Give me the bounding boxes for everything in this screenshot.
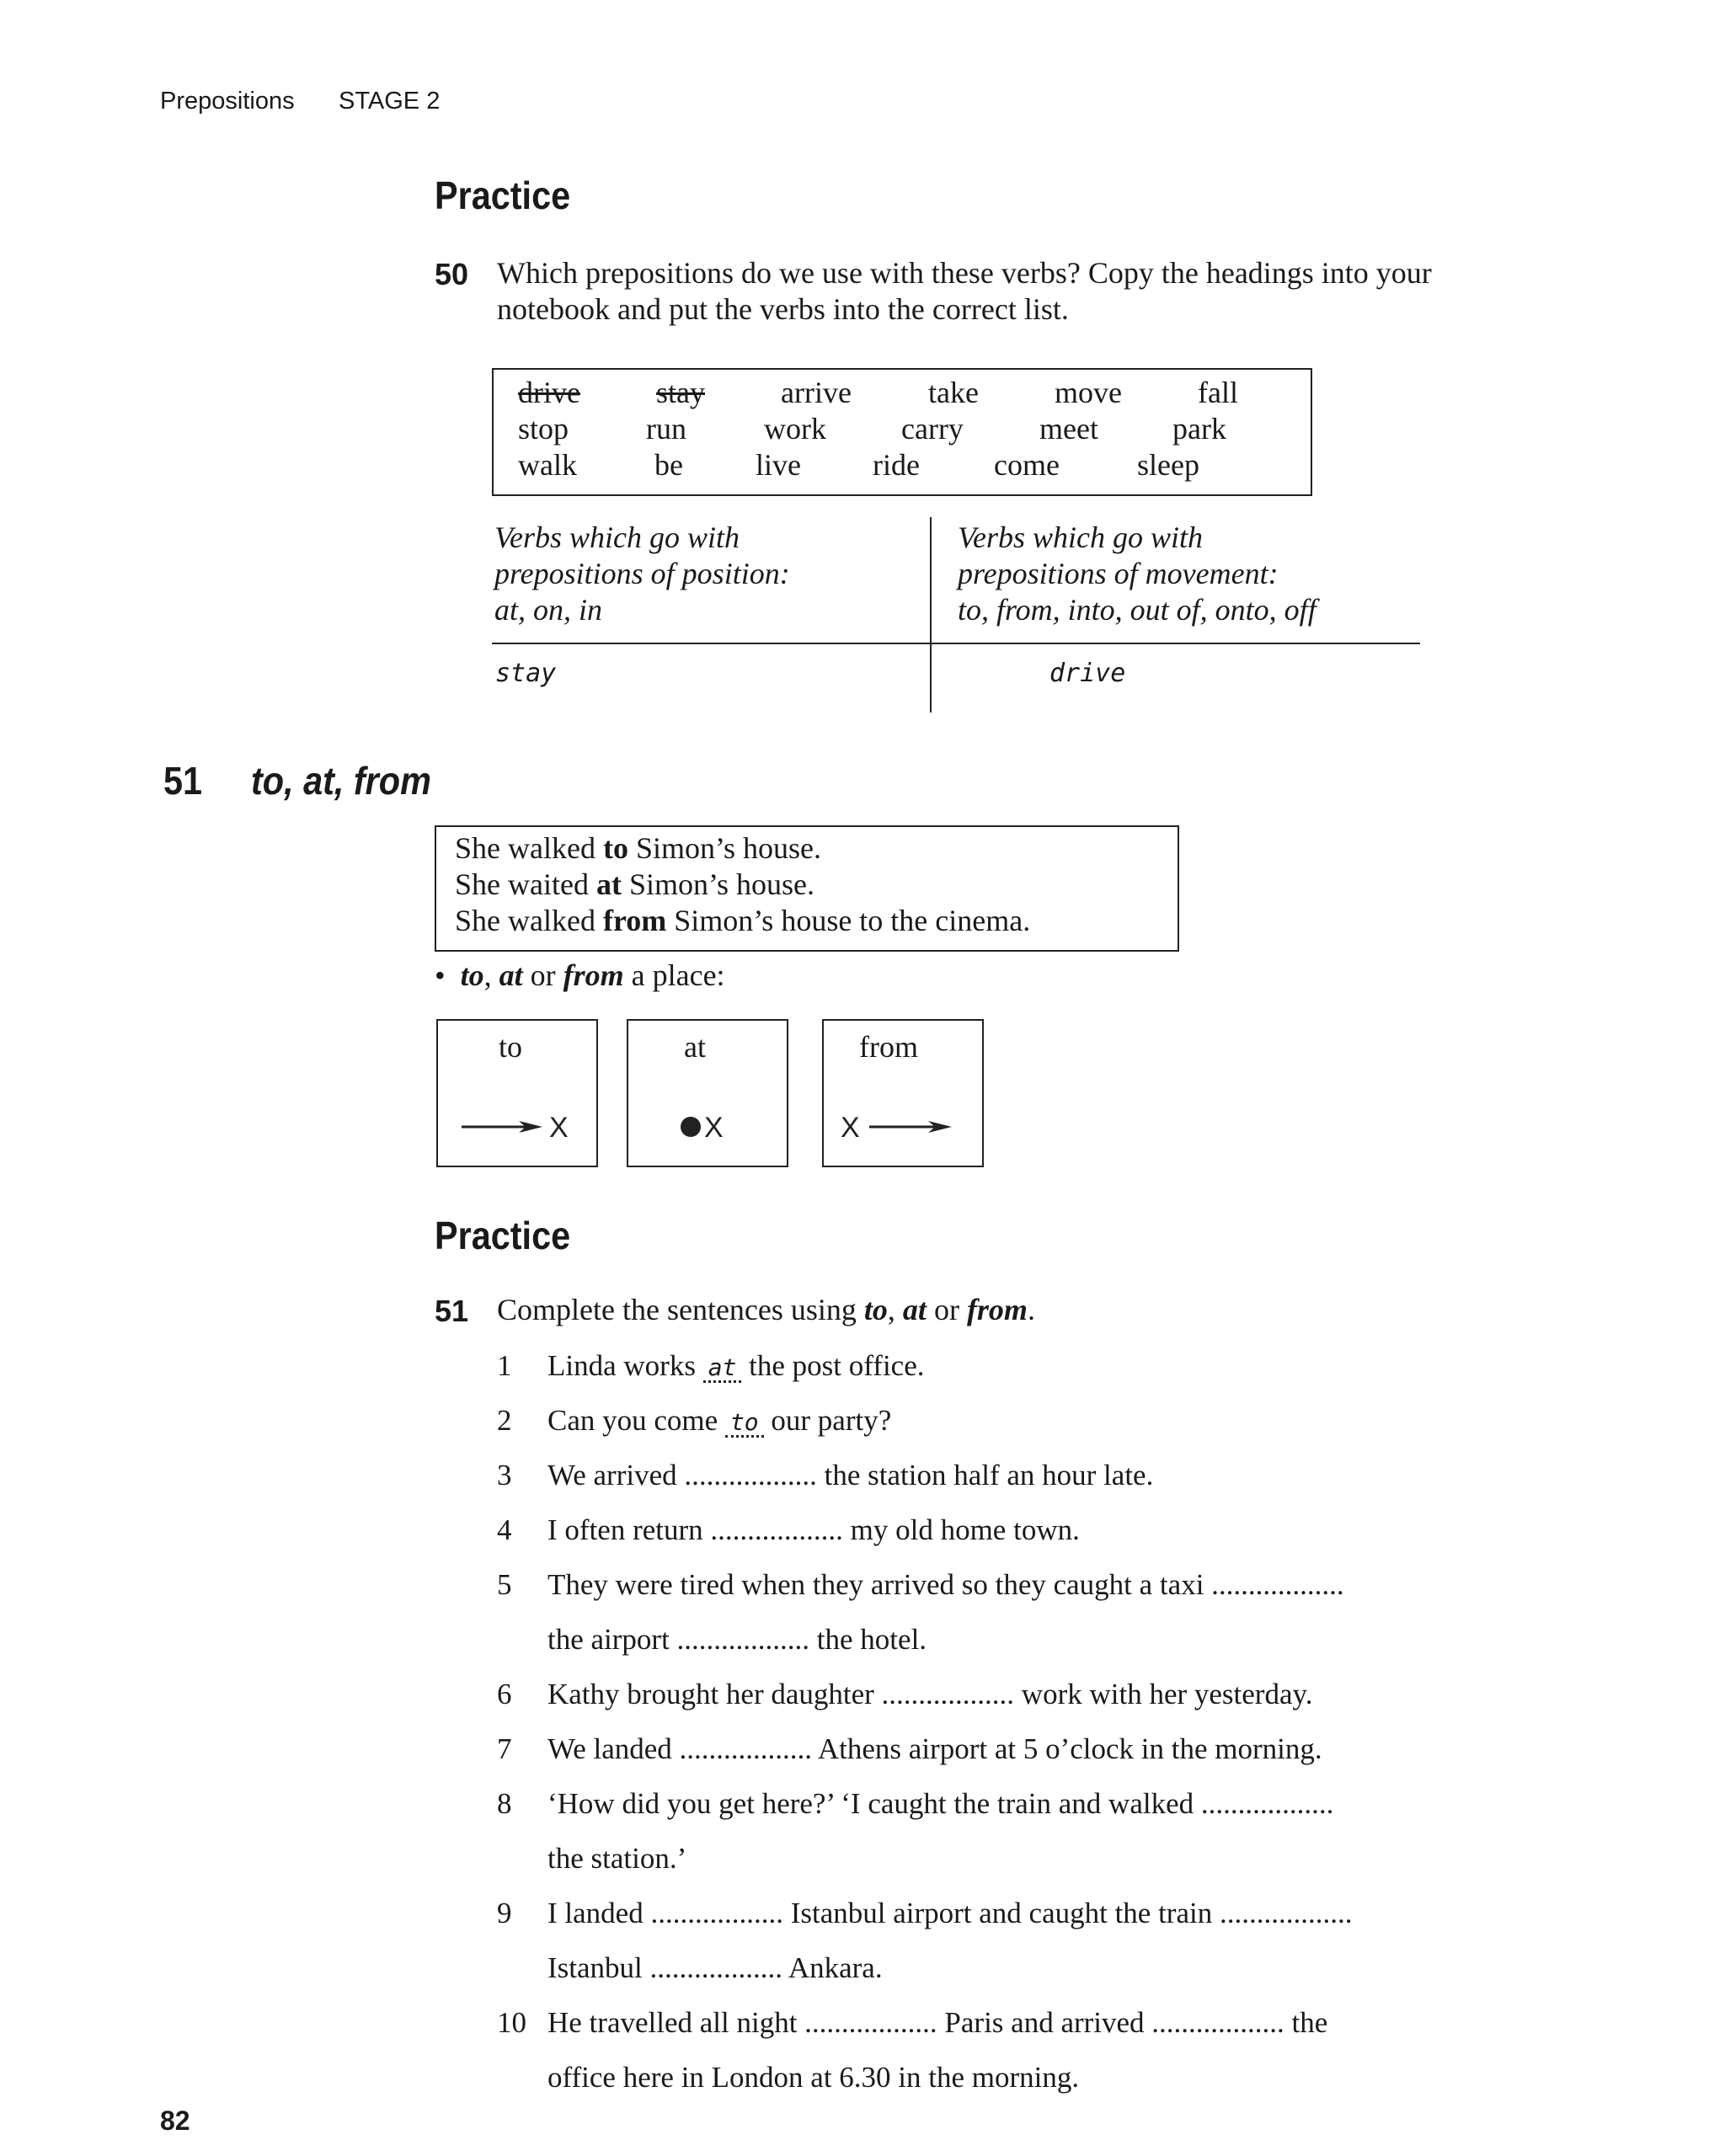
exercise-50-instruction-line-1: Which prepositions do we use with these verbs? Copy the headings into your — [497, 256, 1432, 290]
x-arrow-from-icon — [841, 1110, 967, 1144]
section-51-title: to, at, from — [251, 759, 431, 803]
exercise-50-instruction-line-2: notebook and put the verbs into the correct list. — [497, 292, 1069, 326]
dot-x-icon — [679, 1110, 755, 1144]
verbs-box — [492, 368, 1312, 496]
preposition-to: to — [602, 831, 628, 865]
verb-word: ride — [873, 448, 920, 482]
position-column-heading-line-1: Verbs which go with — [494, 520, 740, 554]
item-sentence: Kathy brought her daughter .................. work with her yesterday. — [547, 1678, 1313, 1710]
diagram-from — [822, 1019, 984, 1167]
answer-handwritten: to — [725, 1410, 764, 1438]
movement-example-answer: drive — [1049, 659, 1126, 688]
item-sentence: We landed .................. Athens airport at 5 o’clock in the morning. — [547, 1732, 1322, 1765]
exercise-50-number: 50 — [435, 257, 469, 291]
verb-word: carry — [901, 412, 964, 446]
item-sentence-continued: the airport .................. the hotel. — [547, 1623, 927, 1656]
page-number: 82 — [160, 2105, 190, 2136]
position-column-heading-line-3: at, on, in — [494, 593, 603, 627]
preposition-from: from — [602, 904, 667, 937]
item-sentence: We arrived .................. the station half an hour late. — [547, 1459, 1154, 1492]
movement-column-heading-line-1: Verbs which go with — [958, 520, 1204, 554]
verb-word: meet — [1039, 412, 1098, 446]
item-sentence: I often return .................. my old home town. — [547, 1513, 1080, 1546]
verb-word: stop — [518, 412, 569, 446]
example-sentence: She walked to Simon’s house. — [455, 831, 821, 865]
item-number: 10 — [497, 2006, 526, 2039]
exercise-51-number: 51 — [435, 1294, 469, 1328]
item-number: 3 — [497, 1459, 512, 1492]
verb-word: be — [654, 448, 683, 482]
diagram-at — [627, 1019, 788, 1167]
movement-column-heading-line-3: to, from, into, out of, onto, off — [958, 593, 1316, 627]
item-sentence-continued: office here in London at 6.30 in the morning. — [547, 2061, 1080, 2094]
verb-word: walk — [518, 448, 577, 482]
answer-handwritten: at — [703, 1355, 742, 1383]
example-sentence: She waited at Simon’s house. — [455, 867, 814, 901]
verb-word: sleep — [1137, 448, 1199, 482]
verb-word: drive — [518, 376, 580, 409]
svg-text:X: X — [549, 1112, 569, 1144]
verb-word: arrive — [781, 376, 852, 409]
verb-word: fall — [1198, 376, 1238, 409]
item-number: 6 — [497, 1678, 512, 1710]
exercise-51-instruction: Complete the sentences using to, at or from. — [497, 1293, 1035, 1326]
verb-word: park — [1172, 412, 1226, 446]
movement-column-heading-line-2: prepositions of movement: — [958, 557, 1279, 590]
verb-word: take — [928, 376, 979, 409]
verb-word: come — [994, 448, 1060, 482]
running-head-stage: STAGE 2 — [339, 88, 441, 115]
practice-heading: Practice — [435, 173, 571, 217]
examples-box — [435, 825, 1179, 952]
rule-bullet: • to, at or from a place: — [435, 958, 725, 992]
verb-word: move — [1055, 376, 1122, 409]
item-number: 2 — [497, 1404, 512, 1437]
position-example-answer: stay — [495, 659, 557, 688]
svg-text:X: X — [704, 1112, 724, 1144]
verb-word: work — [764, 412, 826, 446]
table-rule — [492, 643, 1420, 644]
item-number: 4 — [497, 1513, 512, 1546]
item-sentence: Can you come to our party? — [547, 1404, 892, 1437]
item-number: 5 — [497, 1568, 512, 1601]
example-sentence: She walked from Simon’s house to the cinema. — [455, 904, 1031, 937]
bullet-icon: • — [435, 958, 461, 992]
diagram-label: at — [684, 1030, 706, 1064]
diagram-to — [436, 1019, 598, 1167]
position-column-heading-line-2: prepositions of position: — [494, 557, 790, 590]
item-number: 8 — [497, 1787, 512, 1820]
item-sentence: He travelled all night .................. Paris and arrived .................. the — [547, 2006, 1328, 2039]
diagram-label: to — [499, 1030, 523, 1064]
table-divider — [930, 517, 932, 712]
arrow-to-x-icon — [460, 1110, 586, 1144]
practice-heading: Practice — [435, 1214, 571, 1257]
item-sentence: ‘How did you get here?’ ‘I caught the train and walked .................. — [547, 1787, 1334, 1820]
item-sentence: I landed .................. Istanbul airport and caught the train .................. — [547, 1897, 1353, 1929]
verb-word: run — [646, 412, 686, 446]
verb-word: stay — [656, 376, 705, 409]
item-sentence: They were tired when they arrived so they caught a taxi .................. — [547, 1568, 1344, 1601]
svg-text:X: X — [841, 1112, 860, 1144]
diagram-label: from — [859, 1030, 918, 1064]
item-number: 9 — [497, 1897, 512, 1929]
item-sentence-continued: the station.’ — [547, 1842, 687, 1875]
item-sentence-continued: Istanbul .................. Ankara. — [547, 1951, 883, 1984]
item-number: 1 — [497, 1349, 512, 1382]
verb-word: live — [756, 448, 801, 482]
item-sentence: Linda works at the post office. — [547, 1349, 925, 1382]
section-51-number: 51 — [163, 759, 203, 803]
running-head-section: Prepositions — [160, 88, 295, 115]
item-number: 7 — [497, 1732, 512, 1765]
preposition-at: at — [595, 867, 622, 901]
